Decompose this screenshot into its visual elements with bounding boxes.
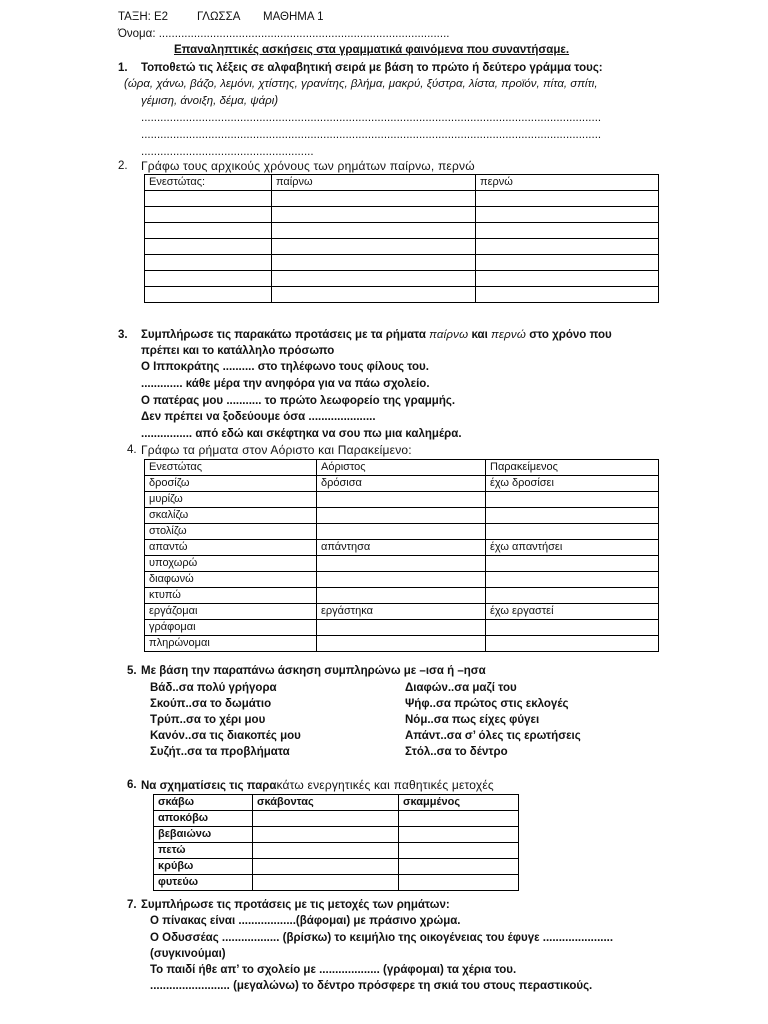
table-cell[interactable] <box>145 287 272 303</box>
table-row <box>145 287 659 303</box>
ex1-instruction: Τοποθετώ τις λέξεις σε αλφαβητική σειρά με βάση το πρώτο ή δεύτερο γράμμα τους: <box>141 62 603 74</box>
table-header-row <box>145 460 659 476</box>
table-cell[interactable] <box>486 620 659 636</box>
table-cell: στολίζω <box>145 524 317 540</box>
ex5-right-1: Διαφών..σα μαζί του <box>405 682 517 694</box>
table-row <box>145 271 659 287</box>
table-cell[interactable] <box>486 556 659 572</box>
table-cell: υποχωρώ <box>145 556 317 572</box>
table-cell[interactable] <box>476 191 659 207</box>
table-cell[interactable]: έχω εργαστεί <box>486 604 659 620</box>
ex6-header-active: σκάβοντας <box>253 795 399 811</box>
table-cell[interactable]: δρόσισα <box>317 476 486 492</box>
ex6-header-verb: σκάβω <box>154 795 253 811</box>
table-cell: εργάζομαι <box>145 604 317 620</box>
ex2-header-pairno: παίρνω <box>272 175 476 191</box>
table-cell[interactable] <box>476 271 659 287</box>
table-cell[interactable]: απάντησα <box>317 540 486 556</box>
table-row <box>145 604 659 620</box>
table-row <box>154 859 519 875</box>
ex3-verb1: παίρνω <box>429 329 469 341</box>
table-row <box>145 636 659 652</box>
table-row <box>145 191 659 207</box>
ex7-line-3: (συγκινούμαι) <box>150 948 226 960</box>
table-cell[interactable] <box>486 588 659 604</box>
table-cell: δροσίζω <box>145 476 317 492</box>
ex6-header-passive: σκαμμένος <box>399 795 519 811</box>
table-row <box>145 620 659 636</box>
table-cell[interactable] <box>145 223 272 239</box>
ex6-instruction <box>141 778 494 793</box>
table-cell: πληρώνομαι <box>145 636 317 652</box>
ex2-table <box>144 174 659 303</box>
table-cell[interactable] <box>486 524 659 540</box>
ex2-header-perno: περνώ <box>476 175 659 191</box>
ex2-number: 2. <box>118 160 128 172</box>
ex5-left-1: Βάδ..σα πολύ γρήγορα <box>150 682 277 694</box>
ex4-header-present: Ενεστώτας <box>145 460 317 476</box>
ex4-header-perfect: Παρακείμενος <box>486 460 659 476</box>
ex3-number: 3. <box>118 329 128 341</box>
ex4-instruction: Γράφω τα ρήματα στον Αόριστο και Παρακείμενο: <box>141 443 412 457</box>
ex7-line-4: Το παιδί ήθε απ’ το σχολείο με ................... (γράφομαι) τα χέρια του. <box>150 964 517 976</box>
table-cell[interactable] <box>476 239 659 255</box>
table-cell[interactable] <box>145 191 272 207</box>
table-row <box>145 572 659 588</box>
table-cell[interactable] <box>272 271 476 287</box>
table-cell[interactable] <box>486 636 659 652</box>
table-row <box>145 540 659 556</box>
table-row <box>145 207 659 223</box>
ex1-number: 1. <box>118 62 128 74</box>
table-cell[interactable] <box>399 811 519 827</box>
table-cell[interactable] <box>272 207 476 223</box>
table-cell[interactable] <box>317 556 486 572</box>
ex5-left-4: Κανόν..σα τις διακοπές μου <box>150 730 301 742</box>
ex3-instruction-a: Συμπλήρωσε τις παρακάτω προτάσεις με τα ρήματα <box>141 329 430 341</box>
ex3-sentence-4: Δεν πρέπει να ξοδεύουμε όσα ..................... <box>141 411 376 423</box>
ex6-table <box>153 794 519 891</box>
ex7-instruction: Συμπλήρωσε τις προτάσεις με τις μετοχές των ρημάτων: <box>141 899 450 911</box>
table-cell[interactable] <box>253 859 399 875</box>
table-cell[interactable] <box>399 843 519 859</box>
ex5-number: 5. <box>127 665 137 677</box>
ex4-header-aorist: Αόριστος <box>317 460 486 476</box>
ex3-sentence-1: Ο Ιπποκράτης .......... στο τηλέφωνο τους φίλους του. <box>141 361 429 373</box>
ex6-instruction-bold: Να σχηματίσεις τις παρα <box>141 780 277 792</box>
ex5-left-3: Τρύπ..σα το χέρι μου <box>150 714 266 726</box>
table-cell[interactable] <box>272 239 476 255</box>
table-cell[interactable] <box>486 572 659 588</box>
class-label: ΤΑΞΗ: Ε2 <box>118 11 169 23</box>
ex3-sentence-2: ............. κάθε μέρα την ανηφόρα για να πάω σχολείο. <box>141 378 430 390</box>
table-row <box>154 843 519 859</box>
table-cell[interactable] <box>317 508 486 524</box>
table-row <box>145 492 659 508</box>
table-cell[interactable] <box>486 492 659 508</box>
table-row <box>154 875 519 891</box>
table-cell[interactable] <box>145 255 272 271</box>
table-cell[interactable] <box>317 620 486 636</box>
table-cell[interactable] <box>486 508 659 524</box>
ex3-instruction <box>141 328 612 342</box>
ex2-header-present: Ενεστώτας: <box>145 175 272 191</box>
ex7-line-1: Ο πίνακας είναι ..................(βάφομαι) με πράσινο χρώμα. <box>150 915 461 927</box>
page-title: Επαναληπτικές ασκήσεις στα γραμματικά φαινόμενα που συναντήσαμε. <box>174 44 570 56</box>
table-cell[interactable] <box>399 827 519 843</box>
ex5-left-5: Συζήτ..σα τα προβλήματα <box>150 746 290 758</box>
table-cell: φυτεύω <box>154 875 253 891</box>
table-cell: κρύβω <box>154 859 253 875</box>
table-row <box>145 556 659 572</box>
table-cell[interactable] <box>476 255 659 271</box>
table-row <box>145 223 659 239</box>
table-cell[interactable] <box>272 191 476 207</box>
table-cell[interactable] <box>317 492 486 508</box>
table-row <box>145 255 659 271</box>
table-cell[interactable]: έχω δροσίσει <box>486 476 659 492</box>
ex3-sentence-5: ................ από εδώ και σκέφτηκα να σου πω μια καλημέρα. <box>141 428 462 440</box>
ex3-sentence-3: Ο πατέρας μου ........... το πρώτο λεωφορείο της γραμμής. <box>141 395 456 407</box>
ex1-words-line1: (ώρα, χάνω, βάζο, λεμόνι, χτίστης, γρανίτης, βλήμα, μακρύ, ξύστρα, λίστα, προϊόν, πίτα, σπίτι, <box>124 78 598 90</box>
ex4-table <box>144 459 659 652</box>
ex1-answer-line-2[interactable]: ................................................................................................................................................ <box>141 129 602 141</box>
ex5-right-3: Νόμ..σα πως είχες φύγει <box>405 714 540 726</box>
table-cell: πετώ <box>154 843 253 859</box>
ex5-right-4: Απάντ..σα σ’ όλες τις ερωτήσεις <box>405 730 581 742</box>
table-cell: μυρίζω <box>145 492 317 508</box>
table-cell[interactable] <box>272 255 476 271</box>
table-cell[interactable] <box>145 207 272 223</box>
table-cell[interactable] <box>253 875 399 891</box>
ex7-number: 7. <box>127 899 137 911</box>
table-cell[interactable] <box>272 287 476 303</box>
ex2-instruction: Γράφω τους αρχικούς χρόνους των ρημάτων παίρνω, περνώ <box>141 159 475 173</box>
table-cell[interactable] <box>317 588 486 604</box>
name-line: Όνομα: ........................................................................................... <box>118 28 450 40</box>
table-cell[interactable]: εργάστηκα <box>317 604 486 620</box>
table-cell[interactable] <box>253 811 399 827</box>
ex5-right-2: Ψήφ..σα πρώτος στις εκλογές <box>405 698 569 710</box>
table-cell[interactable] <box>253 843 399 859</box>
subject-label: ΓΛΩΣΣΑ <box>197 11 241 23</box>
table-cell: σκαλίζω <box>145 508 317 524</box>
table-row <box>154 811 519 827</box>
table-cell[interactable] <box>317 572 486 588</box>
ex1-answer-line-1[interactable]: ................................................................................................................................................ <box>141 112 602 124</box>
table-cell[interactable] <box>272 223 476 239</box>
ex5-instruction: Με βάση την παραπάνω άσκηση συμπληρώνω με –ισα ή –ησα <box>141 665 486 677</box>
table-cell: διαφωνώ <box>145 572 317 588</box>
ex7-line-2: Ο Οδυσσέας .................. (βρίσκω) το κειμήλιο της οικογένειας του έφυγε ...................... <box>150 932 614 944</box>
table-cell[interactable] <box>317 524 486 540</box>
table-header-row <box>145 175 659 191</box>
ex3-verb2: περνώ <box>490 329 527 341</box>
table-cell[interactable]: έχω απαντήσει <box>486 540 659 556</box>
table-cell[interactable] <box>399 859 519 875</box>
table-cell[interactable] <box>476 287 659 303</box>
table-cell[interactable] <box>399 875 519 891</box>
table-cell[interactable] <box>317 636 486 652</box>
table-row <box>145 508 659 524</box>
ex7-line-5: ......................... (μεγαλώνω) το δέντρο πρόσφερε τη σκιά του στους περαστικούς. <box>150 980 593 992</box>
table-cell: απαντώ <box>145 540 317 556</box>
ex1-words-line2: γέμιση, άνοιξη, δέμα, ψάρι) <box>141 95 279 107</box>
table-cell: γράφομαι <box>145 620 317 636</box>
ex5-left-2: Σκούπ..σα το δωμάτιο <box>150 698 272 710</box>
ex3-and: και <box>468 329 491 341</box>
ex3-instruction-b: στο χρόνο που <box>526 329 612 341</box>
ex1-answer-line-3[interactable]: ...................................................... <box>141 146 314 158</box>
table-cell: κτυπώ <box>145 588 317 604</box>
table-cell[interactable] <box>476 207 659 223</box>
table-header-row <box>154 795 519 811</box>
table-row <box>145 476 659 492</box>
ex5-right-5: Στόλ..σα το δέντρο <box>405 746 508 758</box>
table-cell[interactable] <box>476 223 659 239</box>
ex4-number: 4. <box>127 444 137 456</box>
table-cell[interactable] <box>253 827 399 843</box>
table-row <box>145 588 659 604</box>
table-row <box>154 827 519 843</box>
ex6-number: 6. <box>127 779 137 791</box>
table-row <box>145 524 659 540</box>
ex6-instruction-thin: κάτω ενεργητικές και παθητικές μετοχές <box>276 778 494 792</box>
ex3-instruction-line2: πρέπει και το κατάλληλο πρόσωπο <box>141 345 335 357</box>
table-row <box>145 239 659 255</box>
table-cell: βεβαιώνω <box>154 827 253 843</box>
table-cell[interactable] <box>145 271 272 287</box>
lesson-label: ΜΑΘΗΜΑ 1 <box>263 11 324 23</box>
table-cell[interactable] <box>145 239 272 255</box>
table-cell: αποκόβω <box>154 811 253 827</box>
